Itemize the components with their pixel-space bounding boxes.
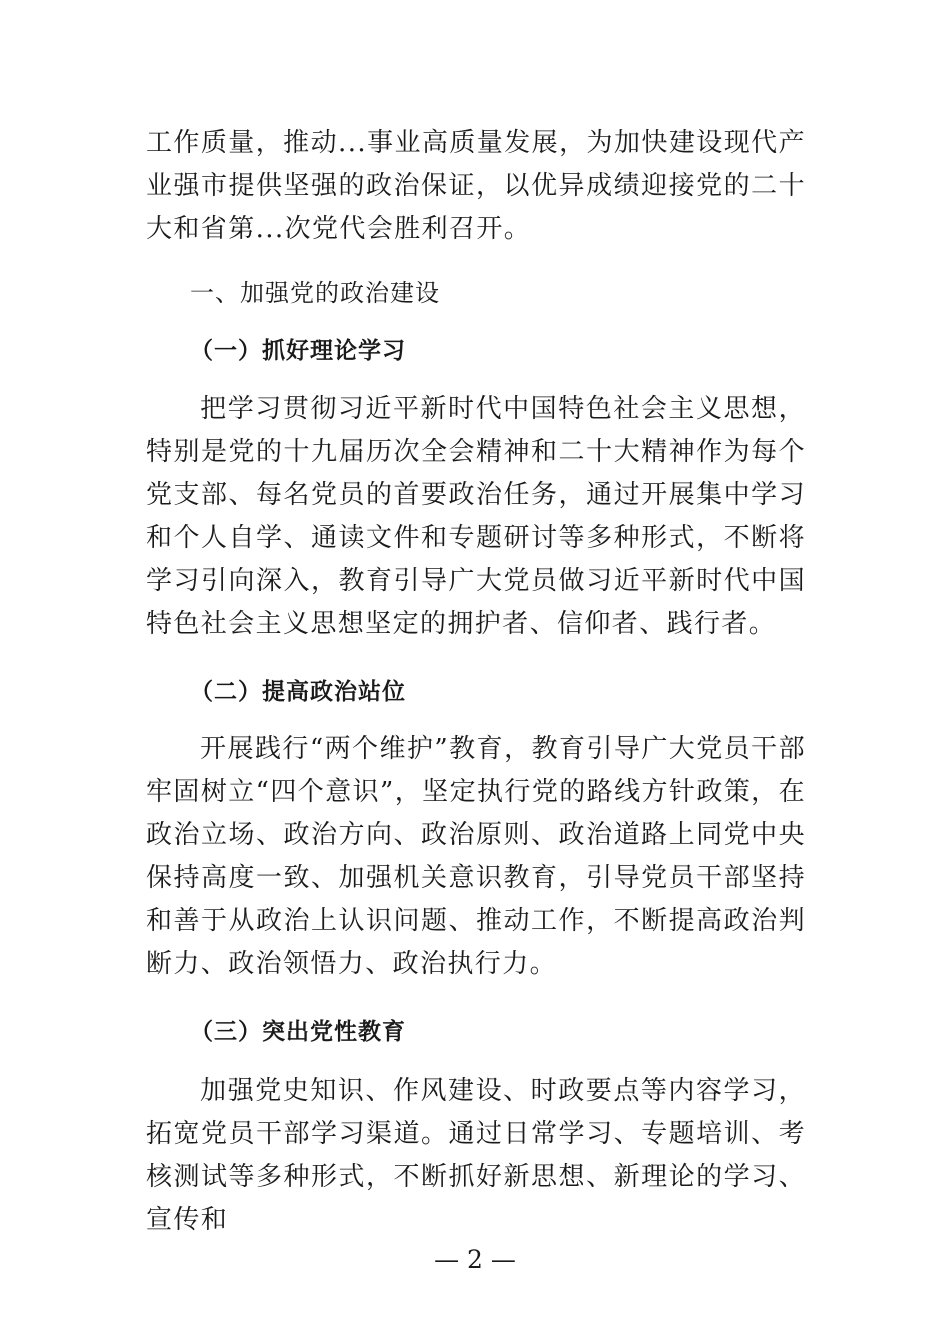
subsection-1-paragraph (146, 388, 806, 646)
page-number: — 2 — (434, 1245, 516, 1274)
intro-paragraph-block (146, 122, 806, 251)
subsection-2-paragraph (146, 728, 806, 986)
subsection-2-paragraph-text: 开展践行“两个维护”教育，教育引导广大党员干部牢固树立“四个意识”，坚定执行党的路线方针政策，在政治立场、政治方向、政治原则、政治道路上同党中央保持高度一致、加强机关意识教育，引导党员干部坚持和善于从政治上认识问题、推动工作，不断提高政治判断力、政治领悟力、政治执行力。 (146, 734, 806, 979)
subsection-3-paragraph-block (146, 1070, 806, 1242)
subsection-3-paragraph (146, 1070, 806, 1242)
subsection-1-paragraph-block (146, 388, 806, 646)
subsection-1-paragraph-text: 把学习贯彻习近平新时代中国特色社会主义思想，特别是党的十九届历次全会精神和二十大精神作为每个党支部、每名党员的首要政治任务，通过开展集中学习和个人自学、通读文件和专题研讨等多种形式，不断将学习引向深入，教育引导广大党员做习近平新时代中国特色社会主义思想坚定的拥护者、信仰者、践行者。 (146, 394, 806, 639)
intro-paragraph: 工作质量，推动...事业高质量发展，为加快建设现代产业强市提供坚强的政治保证，以优异成绩迎接党的二十大和省第...次党代会胜利召开。 (146, 128, 806, 244)
subsection-heading-2: （二）提高政治站位 (190, 679, 406, 705)
subsection-heading-3: （三）突出党性教育 (190, 1019, 406, 1045)
subsection-3-paragraph-text: 加强党史知识、作风建设、时政要点等内容学习，拓宽党员干部学习渠道。通过日常学习、专题培训、考核测试等多种形式，不断抓好新思想、新理论的学习、宣传和 (146, 1076, 806, 1235)
subsection-2-paragraph-block (146, 728, 806, 986)
subsection-heading-1: （一）抓好理论学习 (190, 338, 406, 364)
section-heading-1: 一、加强党的政治建设 (190, 279, 440, 307)
